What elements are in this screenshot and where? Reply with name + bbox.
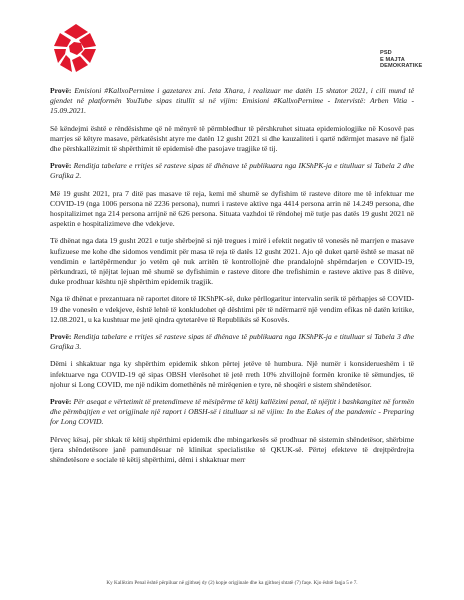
paragraph-text: Nga të dhënat e prezantuara në raportet ditore të IKShPK-së, duke përllogaritur intervalin serik të përhapjes së COVID-19 dhe vonesën e vdekjeve, është lehtë të konkludohet që dështimi për të ndërmarrë një vendim efikas në datën kritike, 12.08.2021, u ka kushtuar me jetë qindra qytetarëve të Republikës së Kosovës. [50,294,414,324]
paragraph-text: Dëmi i shkaktuar nga ky shpërthim epidemik shkon përtej jetëve të humbura. Një numër i konsiderueshëm i të infektuarve nga COVID-19 që sipas OBSH vlerësohet të jetë rreth 10% zhvillojnë formën kronike të sëmundjes, të njohur si Long COVID, me një ndikim domethënës në mirëqenien e tyre, në shoqëri e sistem shëndetësor. [50,359,414,389]
brand-line-1: PSD [380,50,392,56]
brand-line-3: DEMOKRATIKE [380,63,423,70]
evidence-label: Provë: [50,161,72,171]
evidence-label: Provë: [50,397,72,407]
brand-wordmark [380,50,422,70]
paragraph-text: Renditja tabelare e rritjes së rasteve sipas të dhënave të publikuara nga IKShPK-ja e titulluar si Tabela 2 dhe Grafika 2. [50,161,414,181]
paragraph-text: Emisioni #KallxoPernime i gazetarex zni. Jeta Xhara, i realizuar me datën 15 shtator 2021, i cili mund të gjendet në platformën YouTube sipas titullit si në vijim: Emisioni #KallxoPernime - Intervistë: Arben Vitia - 15.09.2021. [50,86,414,116]
paragraph-evidence-1 [50,86,414,117]
paragraph-6 [50,294,414,325]
paragraph-text: Të dhënat nga data 19 gusht 2021 e tutje shërbejnë si një tregues i mirë i efektit negativ të vonesës në marrjen e masave kufizuese me kohe dhe sidomos vendimit për masa të reja të datës 12 gusht 2021. Ajo që duket qartë është se masat në vendimin e lartëpërmendur jo vetëm që nuk arritën të kontrollojnë dhe prandalojnë shpërndarjen e COVID-19, përkundrazi, të njëjtat lejuan më shumë se dyfishimin e rasteve ditore dhe trefishimin e rasteve aktive pas 8 ditëve, duke prodhuar kështu një shpërthim epidemik tragjik. [50,236,414,287]
paragraph-text: Renditja tabelare e rritjes së rasteve sipas të dhënave të publikuara nga IKShPK-ja e titulluar si Tabela 3 dhe Grafika 3. [50,332,414,352]
paragraph-evidence-2 [50,161,414,181]
evidence-label: Provë: [50,86,72,95]
paragraph-2 [50,124,414,155]
paragraph-8 [50,359,414,390]
paragraph-evidence-3 [50,332,414,352]
page-footer: Ky Kallëzim Penal është përpiluar në gjithsej dy (2) kopje origjinale dhe ka gjithsej shtatë (7) faqe. Kjo është faqja 5 e 7. [106,580,358,586]
paragraph-text: Më 19 gusht 2021, pra 7 ditë pas masave të reja, kemi më shumë se dyfishim të rasteve ditore me të infektuar me COVID-19 (nga 1006 persona në 2236 persona), numri i rasteve aktive nga 4414 persona arrin në 14.249 persona, dhe hospitalizimet nga 214 persona arrijnë në 626 persona. Situata vazhdoi të rëndohej më tutje pas datës 19 gusht 2021 në aspektin e hospitalizimeve dhe vdekjeve. [50,188,414,229]
paragraph-evidence-4 [50,397,414,428]
paragraph-4 [50,189,414,230]
paragraph-10 [50,435,414,466]
paragraph-text: Së këndejmi është e rëndësishme që në mënyrë të përmbledhur të përshkruhet situata epidemiologjike në Kosovë pas marrjes së këtyre masave, përkatësisht atyre me datën 12 gusht 2021 si dhe kauzaliteti i qartë ndërmjet masave në fjalë dhe përshkallëzimit të shpërthimit të epidemisë dhe pasojave tragjike të tij. [50,123,414,154]
document-body [50,86,414,472]
paragraph-text: Përveç kësaj, për shkak të këtij shpërthimi epidemik dhe mbingarkesës së prodhuar në sistemin shëndetësor, shërbime tjera shëndetësore janë pamundësuar në klinikat specialistike të QKUK-së. Përtej efekteve të drejtpërdrejta shëndetësore e sociale të këtij shpërthimi, dëmi i shkaktuar merr [50,434,414,465]
paragraph-5 [50,236,414,287]
paragraph-text: Për aseqat e vërtetimit të pretendimeve të mësipërme të këtij kallëzimi penal, të njëjtit i bashkangitet në formën dhe përmbajtjen e vet origjinale një raport i OBSH-së i titulluar si në vijim: In the Eakes of the pandemic - Preparing for Long COVID. [50,397,414,427]
brand-line-2: E MAJTA [380,56,405,63]
psd-rose-logo [50,22,102,74]
evidence-label: Provë: [50,332,72,342]
